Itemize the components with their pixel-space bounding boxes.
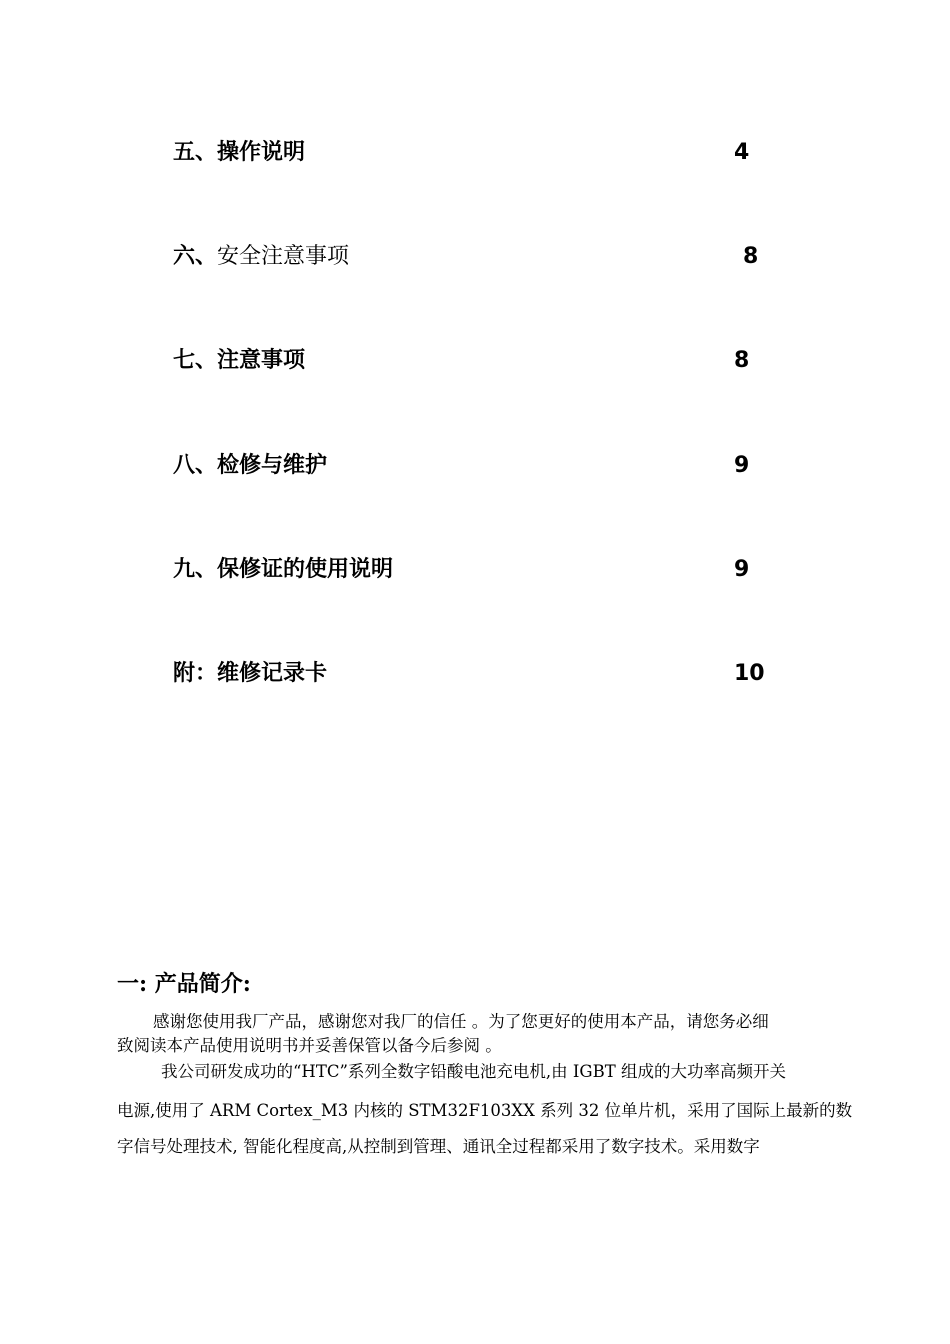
toc-item-title-text: 安全注意事项 — [217, 244, 350, 269]
body-line: 电源,使用了 ARM Cortex_M3 内核的 STM32F103XX 系列 32 位单片机，采用了国际上最新的数 — [117, 1101, 853, 1120]
toc-item-title: 八、检修与维护 — [173, 453, 328, 478]
body-line: 我公司研发成功的“HTC”系列全数字铅酸电池充电机,由 IGBT 组成的大功率高频开关 — [161, 1062, 786, 1081]
toc-item-page: 10 — [734, 661, 765, 686]
body-line: 感谢您使用我厂产品，感谢您对我厂的信任 。为了您更好的使用本产品，请您务必细 — [153, 1012, 769, 1031]
toc-item-title — [173, 240, 349, 274]
toc-item-5 — [173, 136, 773, 170]
section-body — [117, 1008, 877, 1188]
toc-item-page: 9 — [734, 557, 750, 582]
body-line: 致阅读本产品使用说明书并妥善保管以备今后参阅 。 — [117, 1036, 502, 1055]
toc-item-7 — [173, 344, 773, 378]
toc-item-8 — [173, 449, 773, 483]
section-heading: 一: 产品简介: — [117, 971, 251, 997]
toc-item-9 — [173, 553, 773, 587]
toc-item-title: 九、保修证的使用说明 — [173, 557, 394, 582]
toc-item-6 — [173, 240, 773, 274]
toc-item-page: 8 — [734, 348, 750, 373]
toc-item-page: 8 — [743, 244, 759, 269]
toc-item-appendix — [173, 657, 773, 691]
toc-item-title: 五、操作说明 — [173, 140, 306, 165]
body-line: 字信号处理技术, 智能化程度高,从控制到管理、通讯全过程都采用了数字技术。采用数字 — [117, 1137, 760, 1156]
toc-item-title: 七、注意事项 — [173, 348, 306, 373]
toc-item-number: 六、 — [173, 244, 218, 269]
toc-item-title: 附：维修记录卡 — [173, 661, 328, 686]
toc-item-page: 4 — [734, 140, 750, 165]
toc-item-page: 9 — [734, 453, 750, 478]
